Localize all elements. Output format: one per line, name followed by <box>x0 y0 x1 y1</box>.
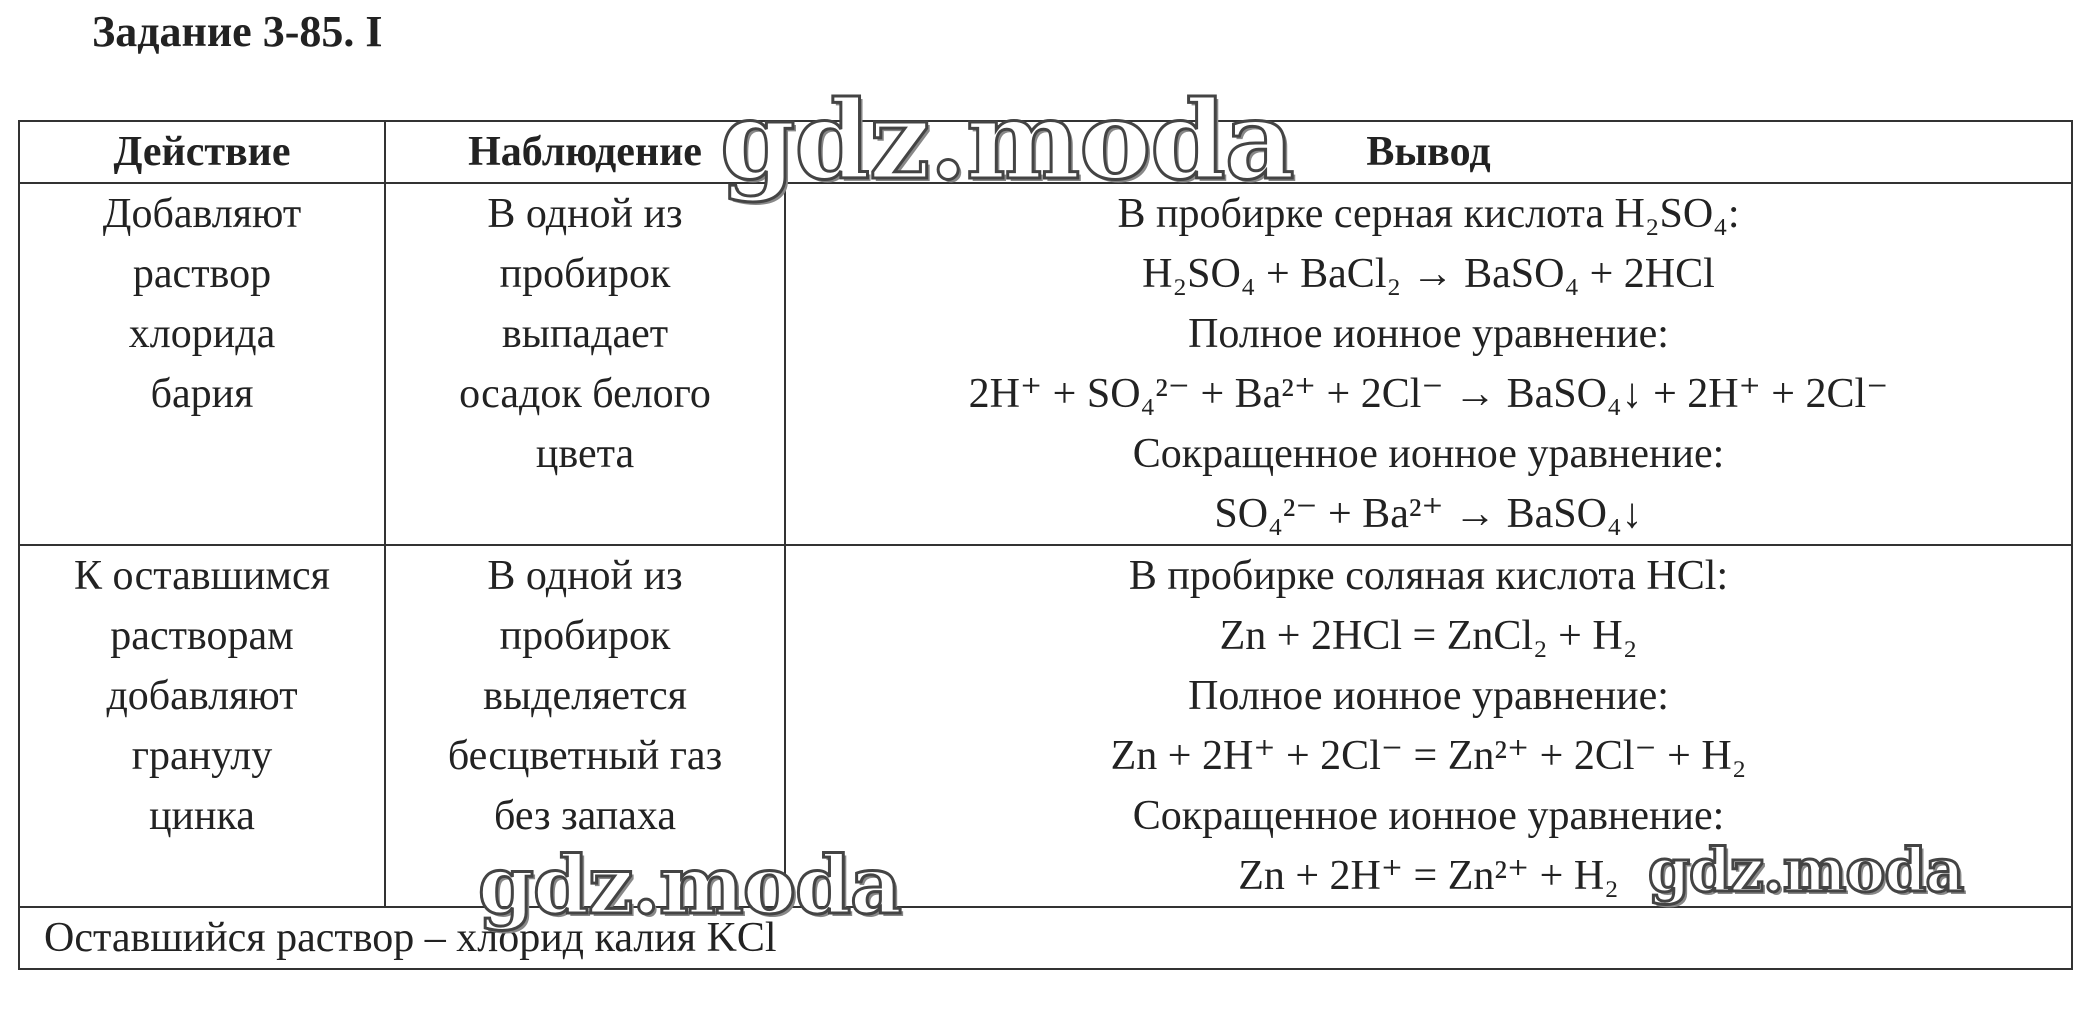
cell-line: Добавляют <box>102 191 302 237</box>
short-ionic-equation: Zn + 2H⁺ = Zn²⁺ + H₂ <box>1238 853 1619 899</box>
conclusion-text: Сокращенное ионное уравнение: <box>1132 793 1725 839</box>
task-title: Задание 3-85. І <box>92 7 383 56</box>
watermark-logo: gdz.moda <box>720 78 1294 204</box>
cell-line: бесцветный газ <box>447 733 723 779</box>
cell-line: раствор <box>132 251 272 297</box>
conclusion-text: В пробирке серная кислота H₂SO₄: <box>1117 191 1740 237</box>
header-observation: Наблюдение <box>385 121 785 183</box>
cell-line: добавляют <box>106 673 298 719</box>
cell-line: без запаха <box>494 793 676 839</box>
molecular-equation: Zn + 2HCl = ZnCl₂ + H₂ <box>1219 613 1638 659</box>
cell-line: выпадает <box>501 311 669 357</box>
molecular-equation: H₂SO₄ + BaCl₂ → BaSO₄ + 2HCl <box>1142 251 1715 297</box>
watermark-logo: gdz.moda <box>1648 836 1964 906</box>
cell-line: К оставшимся <box>74 553 330 599</box>
remaining-solution-cell: Оставшийся раствор – хлорид калия KCl <box>19 907 2072 969</box>
conclusion-text: Полное ионное уравнение: <box>1188 673 1669 719</box>
cell-line: В одной из <box>487 553 683 599</box>
cell-line: В одной из <box>487 191 683 237</box>
cell-line: пробирок <box>499 613 671 659</box>
watermark-logo: gdz.moda <box>478 838 901 932</box>
table-footer-row <box>19 907 2072 969</box>
cell-line: гранулу <box>131 733 273 779</box>
conclusion-text: Сокращенное ионное уравнение: <box>1132 431 1725 477</box>
cell-line: цинка <box>149 793 255 839</box>
conclusion-text: В пробирке соляная кислота HCl: <box>1128 553 1729 599</box>
cell-line: цвета <box>535 431 635 477</box>
cell-line: пробирок <box>499 251 671 297</box>
cell-line: выделяется <box>483 673 687 719</box>
short-ionic-equation: SO₄²⁻ + Ba²⁺ → BaSO₄↓ <box>1214 491 1643 537</box>
table-row <box>19 183 2072 545</box>
full-ionic-equation: 2H⁺ + SO₄²⁻ + Ba²⁺ + 2Cl⁻ → BaSO₄↓ + 2H⁺ + 2Cl⁻ <box>968 371 1889 417</box>
cell-line: бария <box>150 371 254 417</box>
conclusion-text: Полное ионное уравнение: <box>1188 311 1669 357</box>
cell-line: осадок белого <box>459 371 711 417</box>
action-cell <box>19 545 385 907</box>
full-ionic-equation: Zn + 2H⁺ + 2Cl⁻ = Zn²⁺ + 2Cl⁻ + H₂ <box>1110 733 1747 779</box>
conclusion-cell <box>785 183 2072 545</box>
header-action: Действие <box>19 121 385 183</box>
cell-line: растворам <box>110 613 294 659</box>
header-conclusion: Вывод <box>785 121 2072 183</box>
action-cell <box>19 183 385 545</box>
observation-cell <box>385 183 785 545</box>
cell-line: хлорида <box>128 311 276 357</box>
